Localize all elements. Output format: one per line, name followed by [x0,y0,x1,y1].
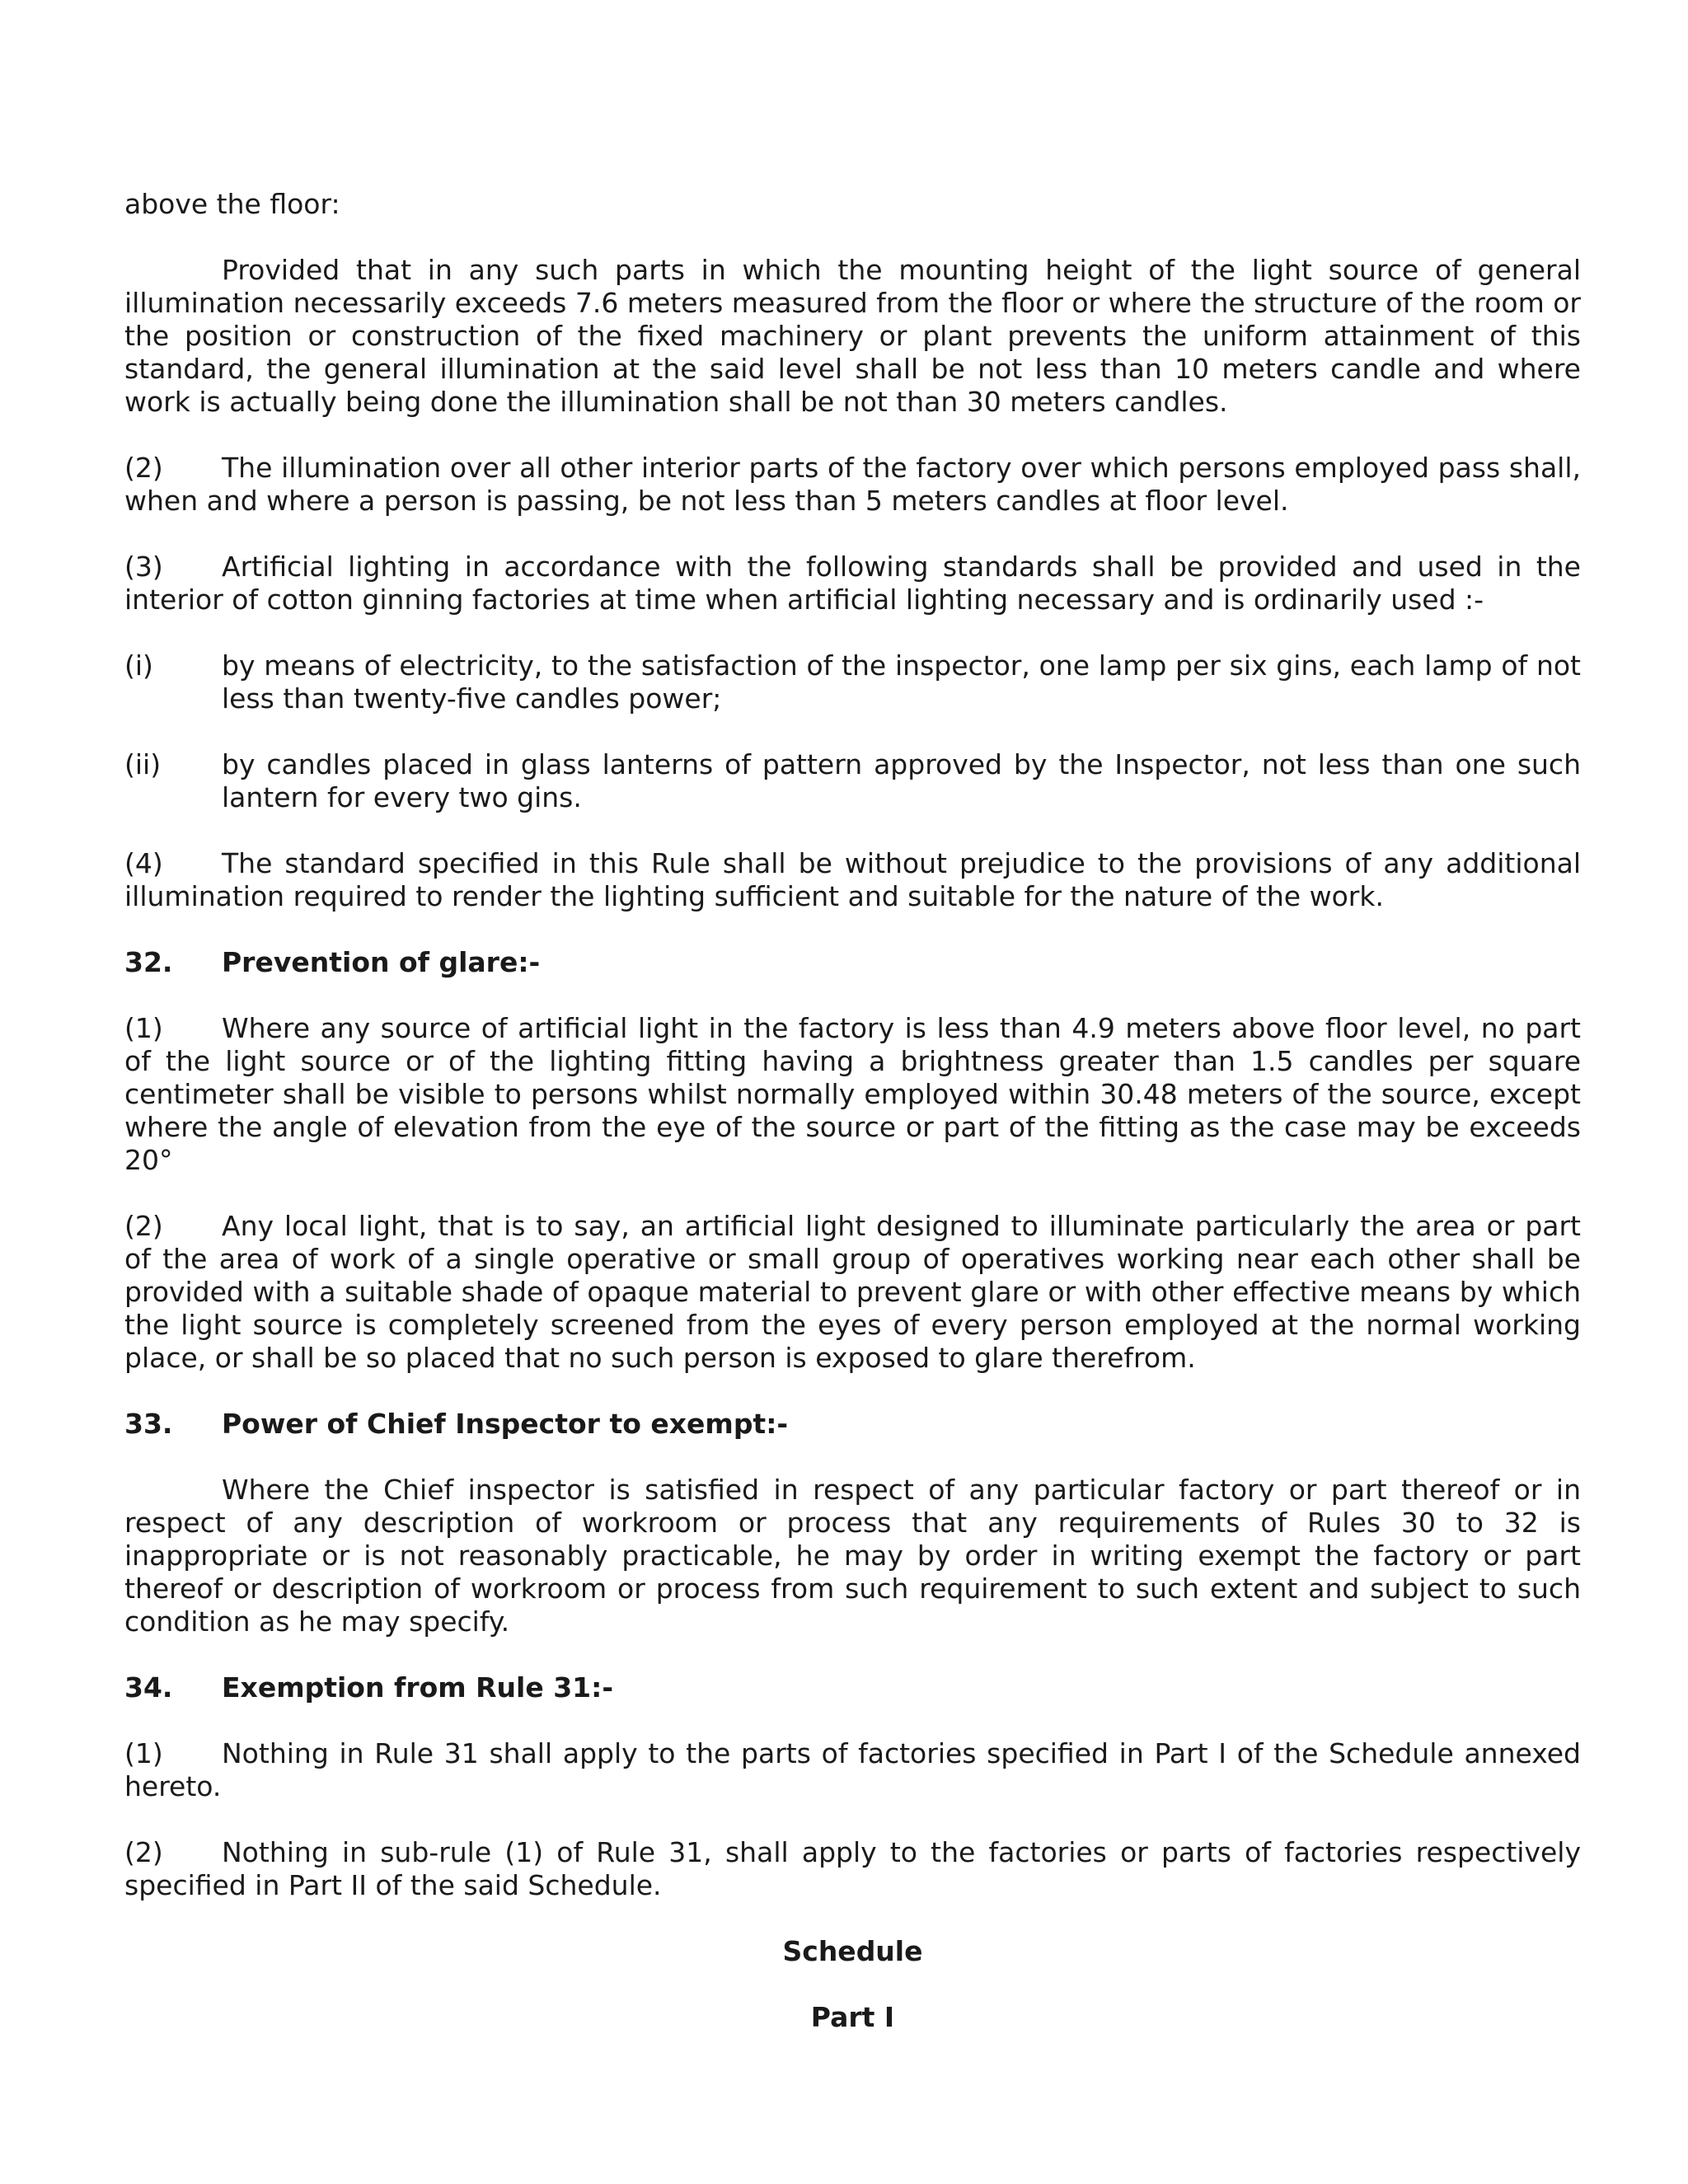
subrule-34-2 [124,1836,1581,1902]
section-title: Prevention of glare:- [222,946,541,978]
subrule-text: Where any source of artificial light in the factory is less than 4.9 meters above floor level, no part of the light source or of the lighting fitting having a brightness greater than 1.5 candles per square centimeter shall be visible to persons whilst normally employed within 30.48 meters of the source, except where the angle of elevation from the eye of the source or part of the fitting as the case may be exceeds 20° [124,1012,1581,1176]
subrule-number: (3) [124,551,163,583]
section-heading-32 [124,946,1581,979]
paragraph-chief-inspector: Where the Chief inspector is satisfied in respect of any particular factory or part thereof or in respect of any description of workroom or process that any requirements of Rules 30 to 32 is inappropriate or is not reasonably practicable, he may by order in writing exempt the factory or part thereof or description of workroom or process from such requirement to such extent and subject to such condition as he may specify. [124,1474,1581,1638]
paragraph-above-floor: above the floor: [124,188,340,220]
section-title: Exemption from Rule 31:- [222,1671,614,1704]
clause-ii [124,748,1581,814]
section-title: Power of Chief Inspector to exempt:- [222,1408,789,1440]
section-number: 34. [124,1671,173,1704]
paragraph-proviso: Provided that in any such parts in which the mounting height of the light source of general illumination necessarily exceeds 7.6 meters measured from the floor or where the structure of the room or the position or construction of the fixed machinery or plant prevents the uniform attainment of this standard, the general illumination at the said level shall be not less than 10 meters candle and where work is actually being done the illumination shall be not than 30 meters candles. [124,254,1581,418]
subrule-text: Any local light, that is to say, an artificial light designed to illuminate particularly the area or part of the area of work of a single operative or small group of operatives working near each other shall be provided with a suitable shade of opaque material to prevent glare or with other effective means by which the light source is completely screened from the eyes of every person employed at the normal working place, or shall be so placed that no such person is exposed to glare therefrom. [124,1210,1581,1374]
subrule-text: Nothing in sub-rule (1) of Rule 31, shall apply to the factories or parts of factories respectively specified in Part II of the said Schedule. [124,1836,1581,1901]
subrule-32-2 [124,1210,1581,1375]
clause-text: by means of electricity, to the satisfaction of the inspector, one lamp per six gins, each lamp of not less than twenty-five candles power; [222,649,1581,715]
subrule-number: (1) [124,1012,163,1044]
document-page [124,188,1581,2067]
subrule-2 [124,452,1581,518]
subrule-3 [124,551,1581,616]
section-number: 32. [124,946,173,978]
subrule-number: (1) [124,1737,163,1769]
subrule-32-1 [124,1012,1581,1177]
clause-i [124,649,1581,715]
clause-number: (ii) [124,748,162,780]
subrule-text: The illumination over all other interior parts of the factory over which persons employed pass shall, when and where a person is passing, be not less than 5 meters candles at floor level. [124,452,1581,517]
subrule-number: (2) [124,1836,163,1868]
subrule-4 [124,847,1581,913]
schedule-heading: Schedule [782,1935,923,1967]
subrule-34-1 [124,1737,1581,1803]
part-heading: Part I [810,2001,895,2033]
subrule-number: (2) [124,452,163,484]
subrule-text: Artificial lighting in accordance with the following standards shall be provided and used in the interior of cotton ginning factories at time when artificial lighting necessary and is ordinarily used :- [124,551,1581,616]
clause-number: (i) [124,649,153,682]
subrule-text: Nothing in Rule 31 shall apply to the parts of factories specified in Part I of the Schedule annexed hereto. [124,1737,1581,1802]
clause-text: by candles placed in glass lanterns of pattern approved by the Inspector, not less than one such lantern for every two gins. [222,748,1581,813]
subrule-number: (4) [124,847,163,879]
section-number: 33. [124,1408,173,1440]
subrule-text: The standard specified in this Rule shall be without prejudice to the provisions of any additional illumination required to render the lighting sufficient and suitable for the nature of the work. [124,847,1581,912]
section-heading-33 [124,1408,1581,1441]
section-heading-34 [124,1671,1581,1704]
subrule-number: (2) [124,1210,163,1242]
